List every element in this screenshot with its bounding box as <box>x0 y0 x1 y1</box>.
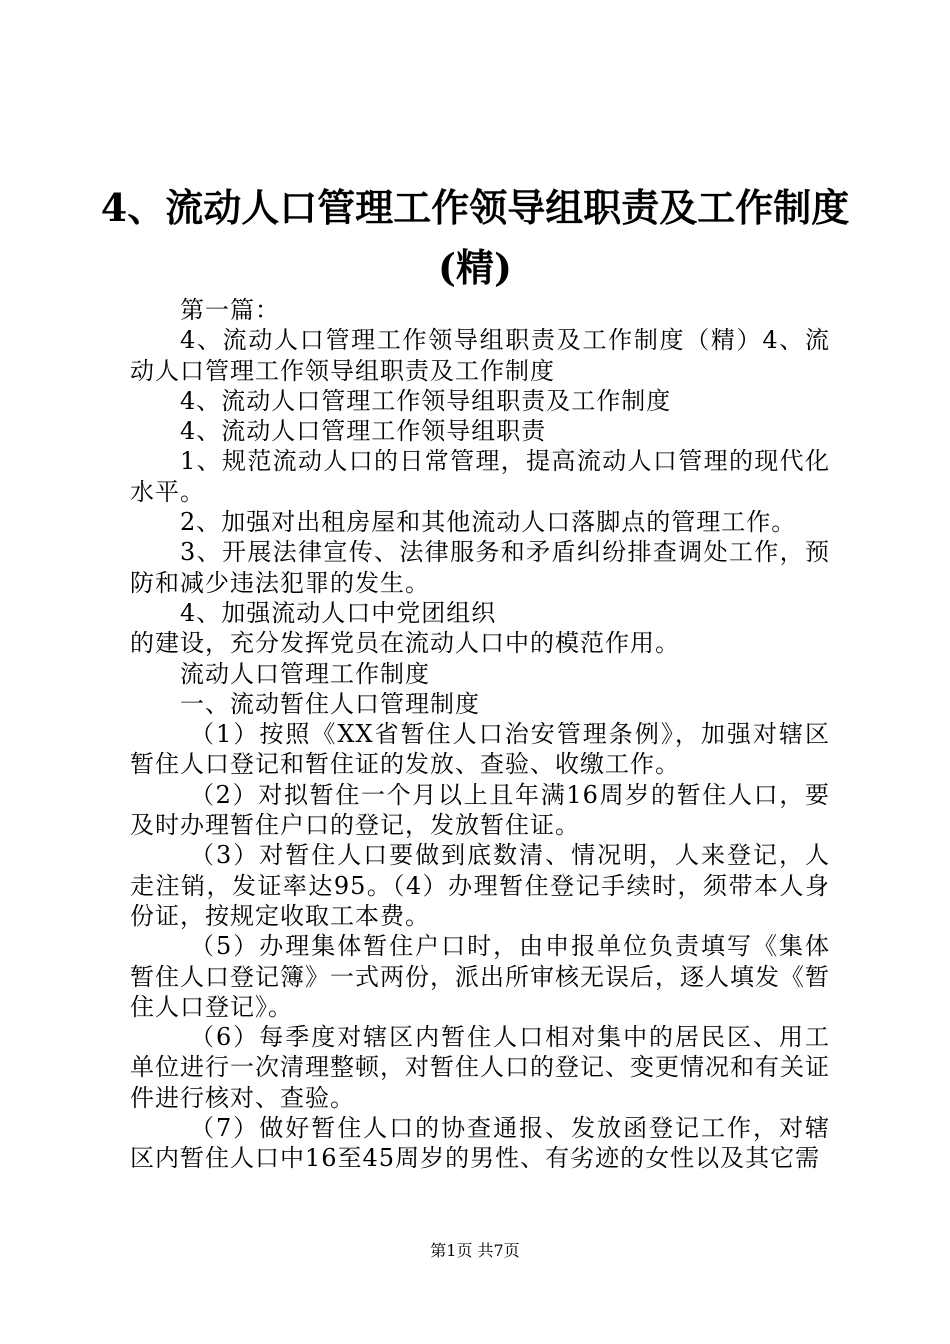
paragraph: 3、开展法律宣传、法律服务和矛盾纠纷排查调处工作，预防和减少违法犯罪的发生。 <box>130 538 830 597</box>
paragraph: 1、规范流动人口的日常管理，提高流动人口管理的现代化水平。 <box>130 447 830 506</box>
paragraph: 4、流动人口管理工作领导组职责及工作制度 <box>180 386 672 415</box>
paragraph: 4、流动人口管理工作领导组职责 <box>180 417 547 446</box>
paragraph: 流动人口管理工作制度 <box>180 659 430 688</box>
document-body <box>130 295 830 1174</box>
document-title-line2: (精) <box>438 245 512 290</box>
page-footer: 第1页 共7页 <box>430 1241 520 1260</box>
paragraph: （2）对拟暂住一个月以上且年满16周岁的暂住人口，要及时办理暂住户口的登记，发放暂住证。 <box>130 780 830 840</box>
paragraph: 4、流动人口管理工作领导组职责及工作制度（精）4、流动人口管理工作领导组职责及工作制度 <box>130 326 830 385</box>
document-title-line1: 4、流动人口管理工作领导组职责及工作制度 <box>100 185 850 230</box>
paragraph: 第一篇： <box>180 296 280 324</box>
paragraph: （7）做好暂住人口的协查通报、发放函登记工作，对辖区内暂住人口中16至45周岁的男性、有劣迹的女性以及其它需 <box>130 1114 830 1173</box>
paragraph: （6）每季度对辖区内暂住人口相对集中的居民区、用工单位进行一次清理整顿，对暂住人口的登记、变更情况和有关证件进行核对、查验。 <box>130 1023 830 1112</box>
paragraph: 一、流动暂住人口管理制度 <box>180 689 480 718</box>
paragraph: 的建设，充分发挥党员在流动人口中的模范作用。 <box>130 629 680 658</box>
paragraph: （1）按照《XX省暂住人口治安管理条例》，加强对辖区暂住人口登记和暂住证的发放、查验、收缴工作。 <box>130 720 830 779</box>
paragraph: （5）办理集体暂住户口时，由申报单位负责填写《集体暂住人口登记簿》一式两份，派出所审核无误后，逐人填发《暂住人口登记》。 <box>130 932 830 1021</box>
paragraph: 2、加强对出租房屋和其他流动人口落脚点的管理工作。 <box>180 508 797 537</box>
paragraph: （3）对暂住人口要做到底数清、情况明，人来登记，人走注销，发证率达95。（4）办理暂住登记手续时，须带本人身份证，按规定收取工本费。 <box>130 841 830 930</box>
paragraph: 4、加强流动人口中党团组织 <box>180 598 497 627</box>
